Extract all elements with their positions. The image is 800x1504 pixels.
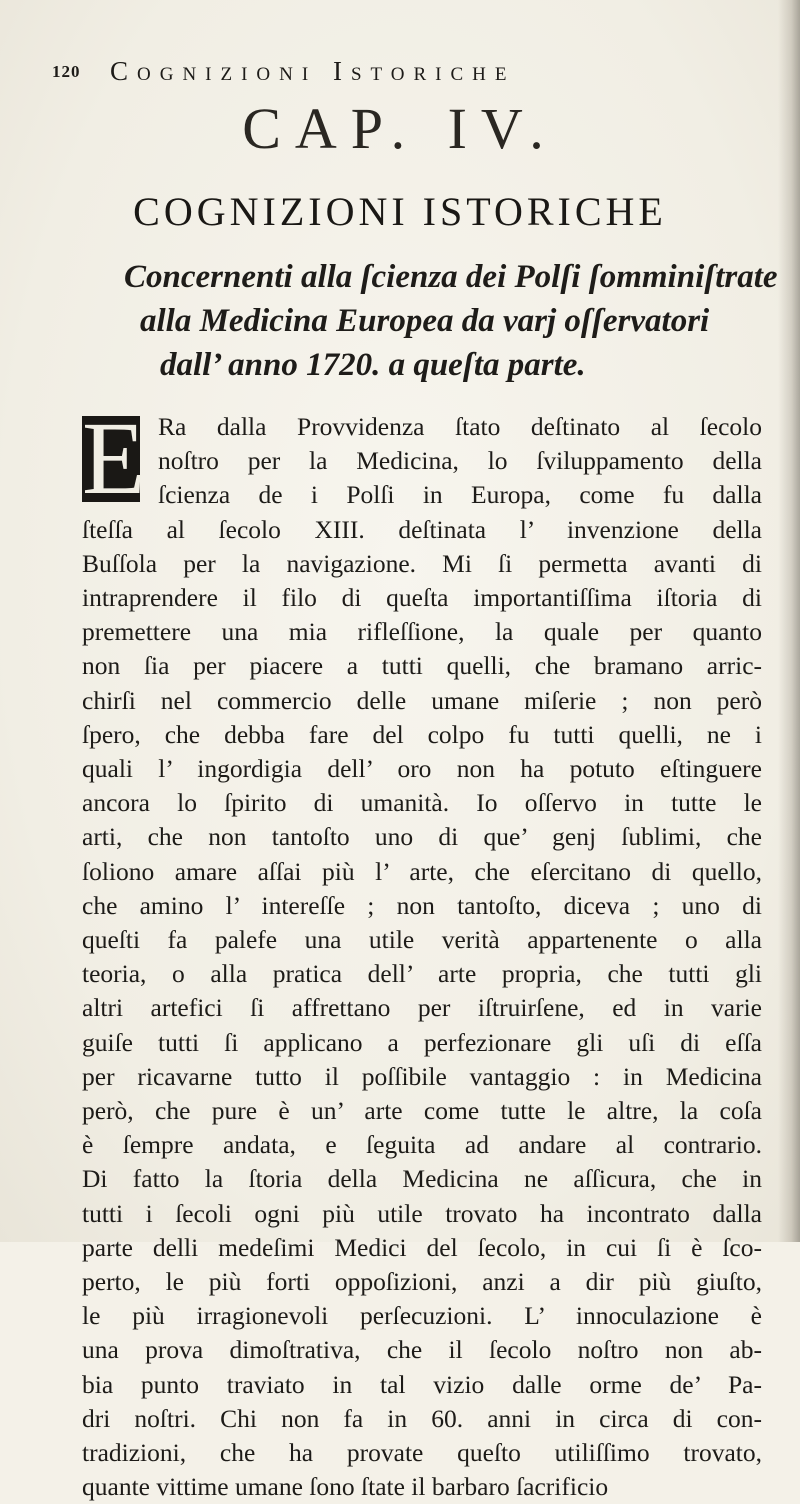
running-title: Cognizioni Istoriche xyxy=(110,56,516,86)
drop-cap xyxy=(82,401,146,516)
drop-cap-box xyxy=(82,401,146,516)
text-line: è ſempre andata, e ſeguita ad andare al contrario. xyxy=(82,1130,762,1160)
page-number: 120 xyxy=(52,62,81,81)
text-line: le più irragionevoli perſecuzioni. L’ innoculazione è xyxy=(82,1301,762,1331)
text-line: ancora lo ſpirito di umanità. Io oſſervo in tutte le xyxy=(82,788,762,818)
text-line: tutti i ſecoli ogni più utile trovato ha incontrato dalla xyxy=(82,1198,762,1228)
text-line: perto, le più forti oppoſizioni, anzi a dir più giuſto, xyxy=(82,1267,762,1296)
text-line: Buſſola per la navigazione. Mi ſi permetta avanti di xyxy=(82,548,762,578)
text-line: bia punto traviato in tal vizio dalle orme de’ Pa- xyxy=(82,1369,762,1399)
text-line: guiſe tutti ſi applicano a perfezionare gli uſi di eſſa xyxy=(82,1027,762,1057)
text-line: però, che pure è un’ arte come tutte le altre, la coſa xyxy=(82,1096,762,1125)
text-line: arti, che non tantoſto uno di que’ genj ſublimi, che xyxy=(82,822,762,852)
text-line: premettere una mia rifleſſione, la quale per quanto xyxy=(82,617,762,647)
text-line: che amino l’ intereſſe ; non tantoſto, diceva ; uno di xyxy=(82,890,762,920)
text-line: non ſia per piacere a tutti quelli, che bramano arric- xyxy=(82,651,762,681)
text-line: parte delli medeſimi Medici del ſecolo, in cui ſi è ſco- xyxy=(82,1232,762,1262)
subtitle-line: alla Medicina Europea da varj oſſervatori xyxy=(140,303,710,339)
text-line: Ra dalla Provvidenza ſtato deſtinato al ſecolo xyxy=(158,412,762,441)
text-line: intraprendere il filo di queſta importantiſſima iſtoria di xyxy=(82,583,762,612)
subtitle-line: Concernenti alla ſcienza dei Polſi ſomminiſtrate xyxy=(124,259,778,295)
section-title: COGNIZIONI ISTORICHE xyxy=(133,189,667,234)
text-line: dri noſtri. Chi non fa in 60. anni in circa di con- xyxy=(82,1403,762,1433)
text-line: tradizioni, che ha provate queſto utiliſſimo trovato, xyxy=(82,1438,762,1467)
text-line: altri artefici ſi affrettano per iſtruirſene, ed in varie xyxy=(82,993,762,1023)
subtitle-line: dall’ anno 1720. a queſta parte. xyxy=(160,347,586,383)
text-line: ſpero, che debba fare del colpo fu tutti quelli, ne i xyxy=(82,719,762,749)
text-line: queſti fa palefe una utile verità appartenente o alla xyxy=(82,925,762,954)
text-line: quante vittime umane ſono ſtate il barbaro ſacrificio xyxy=(82,1472,609,1502)
drop-cap-letter: E xyxy=(82,401,146,516)
text-line: ſcienza de i Polſi in Europa, come fu dalla xyxy=(158,480,762,510)
text-line: Di fatto la ſtoria della Medicina ne aſſicura, che in xyxy=(82,1164,762,1194)
text-line: una prova dimoſtrativa, che il ſecolo noſtro non ab- xyxy=(82,1335,762,1365)
subtitle xyxy=(60,255,778,387)
text-line: ſoliono amare aſſai più l’ arte, che eſercitano di quello, xyxy=(82,856,762,886)
running-head xyxy=(52,50,760,90)
text-line: quali l’ ingordigia dell’ oro non ha potuto eſtinguere xyxy=(82,754,762,783)
text-line: chirſi nel commercio delle umane miſerie ; non però xyxy=(82,685,762,715)
chapter-heading: CAP. IV. xyxy=(242,96,558,161)
page-gutter-shadow xyxy=(778,0,800,1242)
text-line: teoria, o alla pratica dell’ arte propria, che tutti gli xyxy=(82,959,762,989)
text-line: per ricavarne tutto il poſſibile vantaggio : in Medicina xyxy=(82,1061,762,1091)
text-line: ſteſſa al ſecolo XIII. deſtinata l’ invenzione della xyxy=(82,514,762,544)
text-line: noſtro per la Medicina, lo ſviluppamento della xyxy=(158,446,762,476)
